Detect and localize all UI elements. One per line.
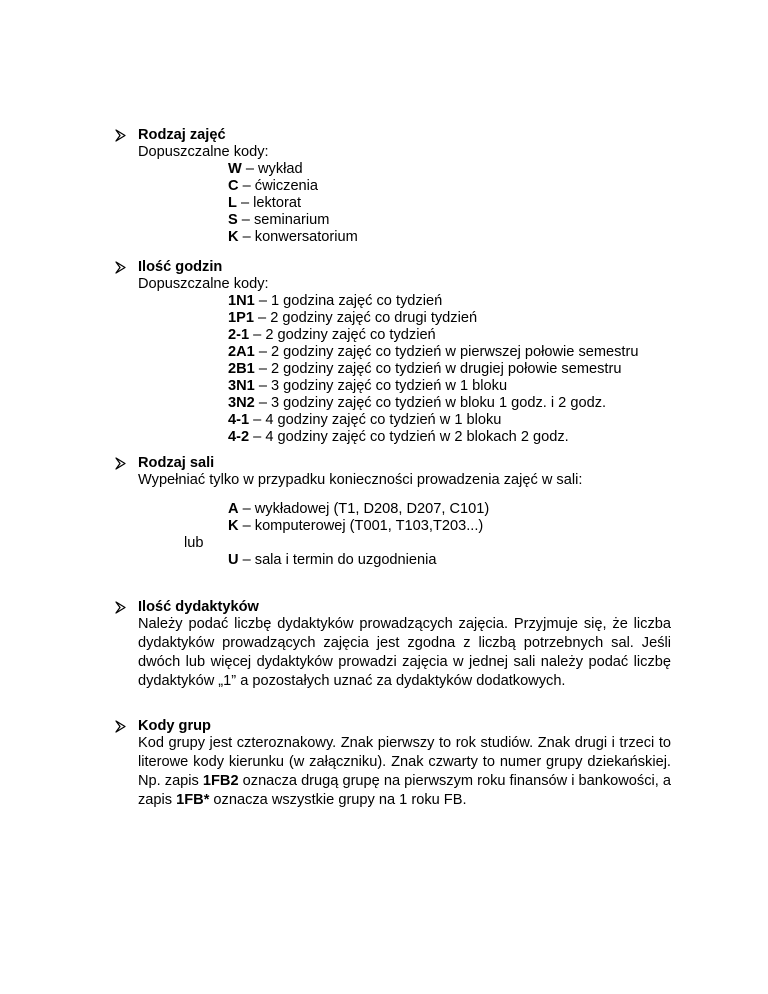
list-item: 2A1 – 2 godziny zajęć co tydzień w pierwszej połowie semestru [228, 344, 639, 360]
arrow-bullet-icon [114, 259, 130, 276]
list-item: 1P1 – 2 godziny zajęć co drugi tydzień [228, 310, 478, 326]
section-heading: Kody grup [138, 718, 211, 734]
code-list [228, 161, 358, 246]
list-item: 3N2 – 3 godziny zajęć co tydzień w bloku 1 godz. i 2 godz. [228, 395, 607, 411]
list-item: S – seminarium [228, 212, 330, 228]
list-item: A – wykładowej (T1, D208, D207, C101) [228, 501, 490, 517]
list-item: 3N1 – 3 godziny zajęć co tydzień w 1 bloku [228, 378, 508, 394]
lub-label: lub [184, 535, 204, 551]
list-item: L – lektorat [228, 195, 302, 211]
section-paragraph: Kod grupy jest czteroznakowy. Znak pierwszy to rok studiów. Znak drugi i trzeci to literowe kody kierunku (w załączniku). Znak czwarty to numer grupy dziekańskiej. Np. zapis 1FB2 oznacza drugą grupę na pierwszym roku finansów i bankowości, a zapis 1FB* oznacza wszystkie grupy na 1 roku FB. [138, 735, 671, 808]
arrow-bullet-icon [114, 127, 130, 144]
list-item: 1N1 – 1 godzina zajęć co tydzień [228, 293, 443, 309]
list-item: W – wykład [228, 161, 303, 177]
list-item: K – konwersatorium [228, 229, 358, 245]
section-intro: Wypełniać tylko w przypadku konieczności prowadzenia zajęć w sali: [138, 472, 583, 488]
section-intro: Dopuszczalne kody: [138, 144, 269, 160]
section-intro: Dopuszczalne kody: [138, 276, 269, 292]
code-list [228, 293, 638, 446]
arrow-bullet-icon [114, 455, 130, 472]
section-paragraph: Należy podać liczbę dydaktyków prowadzących zajęcia. Przyjmuje się, że liczba dydaktyków prowadzących zajęcia jest zgodna z liczbą potrzebnych sal. Jeśli dwóch lub więcej dydaktyków prowadzi zajęcia w jednej sali należy podać liczbę dydaktyków „1” a pozostałych uznać za dydaktyków dodatkowych. [138, 616, 671, 689]
list-item: 2B1 – 2 godziny zajęć co tydzień w drugiej połowie semestru [228, 361, 622, 377]
group-code-example: 1FB2 [202, 773, 239, 789]
arrow-bullet-icon [114, 718, 130, 735]
group-code-example: 1FB* [176, 792, 210, 808]
list-item: 4-1 – 4 godziny zajęć co tydzień w 1 bloku [228, 412, 502, 428]
list-item: 2-1 – 2 godziny zajęć co tydzień [228, 327, 436, 343]
section-heading: Rodzaj sali [138, 455, 215, 471]
section-heading: Ilość godzin [138, 259, 223, 275]
list-item: C – ćwiczenia [228, 178, 319, 194]
list-item: K – komputerowej (T001, T103,T203...) [228, 518, 484, 534]
arrow-bullet-icon [114, 599, 130, 616]
section-heading: Rodzaj zajęć [138, 127, 226, 143]
list-item: U – sala i termin do uzgodnienia [228, 552, 437, 568]
code-list-alt [228, 552, 437, 569]
section-heading: Ilość dydaktyków [138, 599, 259, 615]
list-item: 4-2 – 4 godziny zajęć co tydzień w 2 blokach 2 godz. [228, 429, 569, 445]
code-list [228, 501, 489, 535]
